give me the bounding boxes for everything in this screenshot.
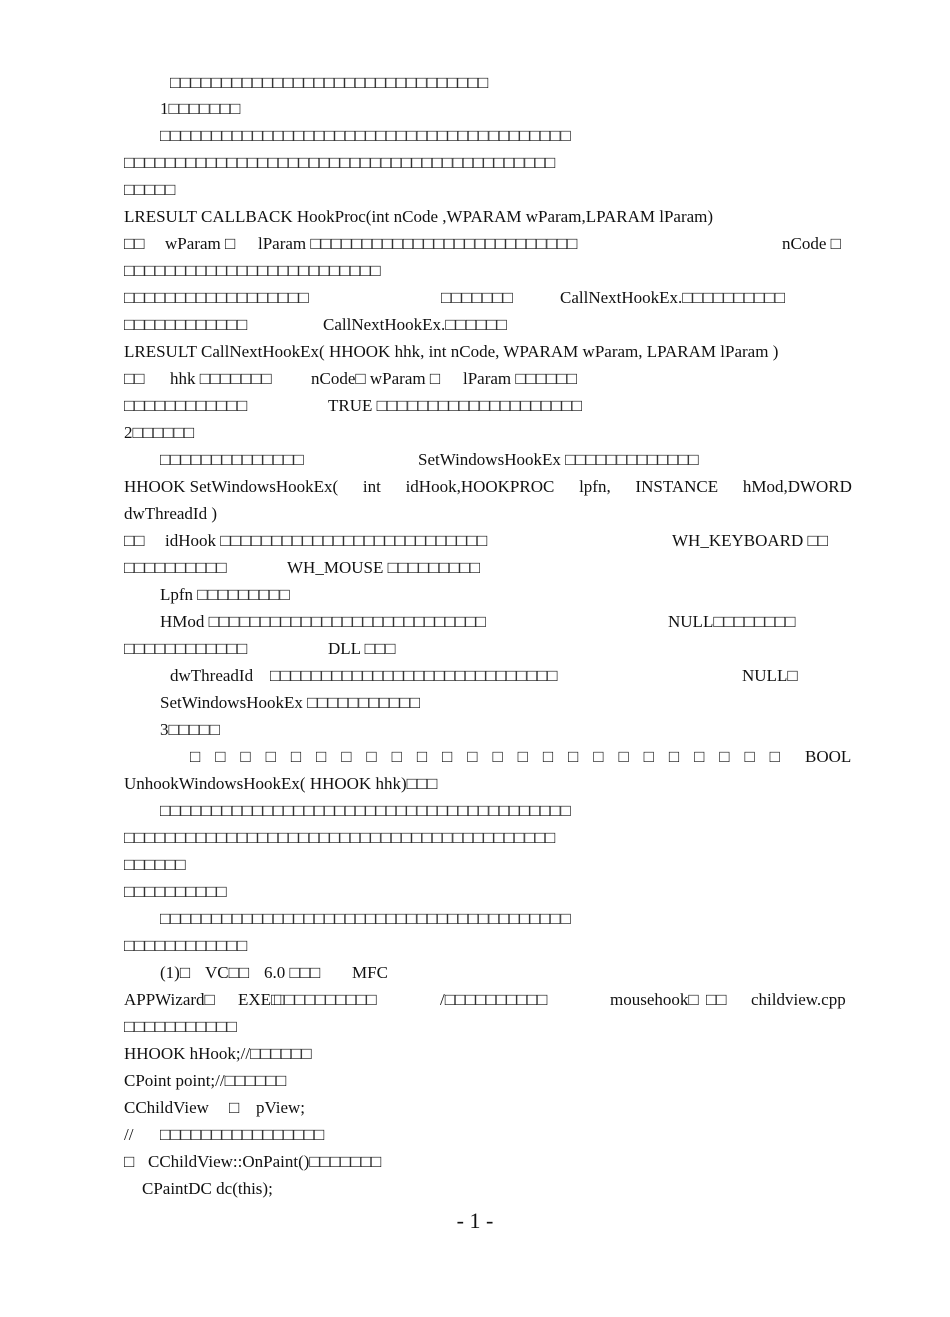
code-token: pView;: [256, 1098, 306, 1117]
text-fragment: □□□□□□□□□□□□□□□□□□: [124, 288, 309, 307]
text-fragment: □□: [706, 990, 727, 1009]
text-fragment: □□□□□□□□□□□□: [124, 639, 248, 658]
text-fragment: idHook □□□□□□□□□□□□□□□□□□□□□□□□□□: [165, 531, 488, 550]
text-line: □□□□□□□□□□□□□□□□□□□□□□□□□□□□□□□□□□□□□□□□: [160, 126, 571, 145]
text-fragment: NULL□: [742, 666, 798, 685]
text-fragment: CallNextHookEx.□□□□□□□□□□: [560, 288, 785, 307]
code-token: //: [124, 1125, 134, 1144]
code-token: □□□□□□□□□□□□□□□□: [160, 1125, 325, 1144]
code-line: CPoint point;//□□□□□□: [124, 1071, 287, 1090]
text-fragment: □□□□□□□□□□□□□□□□□□□□□□□□□□□□: [270, 666, 558, 685]
text-fragment: 6.0 □□□: [264, 963, 321, 982]
glyph: □: [694, 747, 705, 766]
text-line: □□□□□□□□□□□□□□□□□□□□□□□□□□□□□□□□□□□□□□□□□□: [124, 153, 556, 172]
text-line: □□□□□□□□□□□□□□□□□□□□□□□□□□□□□□□□□□□□□□□□: [160, 909, 571, 928]
glyph: □: [240, 747, 251, 766]
text-fragment: lParam □□□□□□□□□□□□□□□□□□□□□□□□□□: [258, 234, 578, 253]
code-line: HHOOK hHook;//□□□□□□: [124, 1044, 312, 1063]
text-line: □□□□□□: [124, 855, 186, 874]
glyph: □: [190, 747, 201, 766]
text-fragment: EXE□: [238, 990, 282, 1009]
glyph: □: [568, 747, 579, 766]
glyph: □: [366, 747, 377, 766]
spaced-text-row: [190, 746, 780, 768]
glyph: □: [391, 747, 402, 766]
text-fragment: childview.cpp: [751, 990, 846, 1009]
text-fragment: □□□□□□□□□□□□: [124, 396, 248, 415]
code-token: CChildView: [124, 1098, 209, 1117]
code-line: [124, 476, 852, 498]
glyph: □: [215, 747, 226, 766]
code-token: CChildView::OnPaint()□□□□□□□: [148, 1152, 382, 1171]
glyph: □: [492, 747, 503, 766]
text-fragment: nCode□ wParam □: [311, 369, 441, 388]
text-fragment: (1)□: [160, 963, 191, 982]
code-token: hMod,DWORD: [742, 477, 852, 496]
glyph: □: [668, 747, 680, 766]
text-fragment: □□: [124, 234, 145, 253]
text-line: □□□□□□□□□□□□□□□□□□□□□□□□□□□□□□□□□□□□□□□□□□: [124, 828, 556, 847]
code-token: □: [229, 1098, 240, 1117]
glyph: □: [593, 747, 604, 766]
code-line: LRESULT CALLBACK HookProc(int nCode ,WPARAM wParam,LPARAM lParam): [124, 207, 714, 226]
code-token: HHOOK SetWindowsHookEx(: [124, 477, 339, 496]
text-fragment: □□□□□□□□□□□□□□: [160, 450, 304, 469]
glyph: □: [316, 747, 327, 766]
text-line: □□□□□□□□□□□□□□□□□□□□□□□□□□□□□□□: [170, 73, 489, 92]
text-fragment: BOOL: [805, 747, 852, 766]
text-fragment: □□□□□□□: [441, 288, 513, 307]
text-fragment: mousehook□: [610, 990, 699, 1009]
text-fragment: hhk □□□□□□□: [170, 369, 272, 388]
text-fragment: dwThreadId: [170, 666, 254, 685]
glyph: □: [416, 747, 428, 766]
glyph: □: [290, 747, 302, 766]
code-token: lpfn,: [579, 477, 611, 496]
text-fragment: □□: [124, 531, 145, 550]
code-line: LRESULT CallNextHookEx( HHOOK hhk, int nCode, WPARAM wParam, LPARAM lParam ): [124, 342, 779, 361]
text-fragment: MFC: [352, 963, 388, 982]
section-heading: 2□□□□□□: [124, 423, 195, 442]
text-line: Lpfn □□□□□□□□□: [160, 585, 290, 604]
text-fragment: WH_MOUSE □□□□□□□□□: [287, 558, 480, 577]
glyph: □: [265, 747, 276, 766]
code-line: CPaintDC dc(this);: [142, 1179, 273, 1198]
text-fragment: NULL□□□□□□□□: [668, 612, 796, 631]
glyph: □: [769, 747, 780, 766]
text-fragment: TRUE □□□□□□□□□□□□□□□□□□□□: [328, 396, 582, 415]
glyph: □: [643, 747, 654, 766]
text-line: □□□□□□□□□□□□□□□□□□□□□□□□□□□□□□□□□□□□□□□□: [160, 801, 571, 820]
code-line: dwThreadId ): [124, 504, 217, 523]
text-fragment: SetWindowsHookEx □□□□□□□□□□□□□: [418, 450, 699, 469]
glyph: □: [719, 747, 730, 766]
text-fragment: CallNextHookEx.□□□□□□: [323, 315, 507, 334]
code-line: UnhookWindowsHookEx( HHOOK hhk)□□□: [124, 774, 438, 793]
code-token: int: [362, 477, 381, 496]
glyph: □: [517, 747, 528, 766]
text-fragment: □□□□□□□□□□: [124, 558, 227, 577]
text-fragment: □□□□□□□□□□□□: [124, 315, 248, 334]
page-number: - 1 -: [456, 1208, 494, 1233]
glyph: □: [618, 747, 629, 766]
text-fragment: /□□□□□□□□□□: [440, 990, 548, 1009]
text-fragment: wParam □: [165, 234, 236, 253]
text-line: □□□□□□□□□□□□: [124, 936, 248, 955]
glyph: □: [744, 747, 755, 766]
text-fragment: □□: [124, 369, 145, 388]
glyph: □: [467, 747, 478, 766]
text-line: □□□□□□□□□□□: [124, 1017, 237, 1036]
code-token: idHook,HOOKPROC: [405, 477, 555, 496]
text-fragment: APPWizard□: [124, 990, 215, 1009]
code-token: □: [124, 1152, 135, 1171]
text-line: SetWindowsHookEx □□□□□□□□□□□: [160, 693, 421, 712]
text-fragment: DLL □□□: [328, 639, 396, 658]
code-token: INSTANCE: [635, 477, 719, 496]
text-fragment: □□□□□□□□□□: [274, 990, 377, 1009]
text-line: □□□□□: [124, 180, 176, 199]
glyph: □: [442, 747, 453, 766]
section-heading: □□□□□□□□□□: [124, 882, 227, 901]
text-fragment: VC□□: [205, 963, 250, 982]
section-heading: 3□□□□□: [160, 720, 220, 739]
text-fragment: nCode □: [782, 234, 841, 253]
text-fragment: WH_KEYBOARD □□: [672, 531, 829, 550]
text-fragment: lParam □□□□□□: [463, 369, 578, 388]
text-line: □□□□□□□□□□□□□□□□□□□□□□□□□: [124, 261, 381, 280]
glyph: □: [542, 747, 554, 766]
section-heading: 1□□□□□□□: [160, 99, 241, 118]
text-fragment: HMod □□□□□□□□□□□□□□□□□□□□□□□□□□□: [160, 612, 486, 631]
glyph: □: [341, 747, 352, 766]
